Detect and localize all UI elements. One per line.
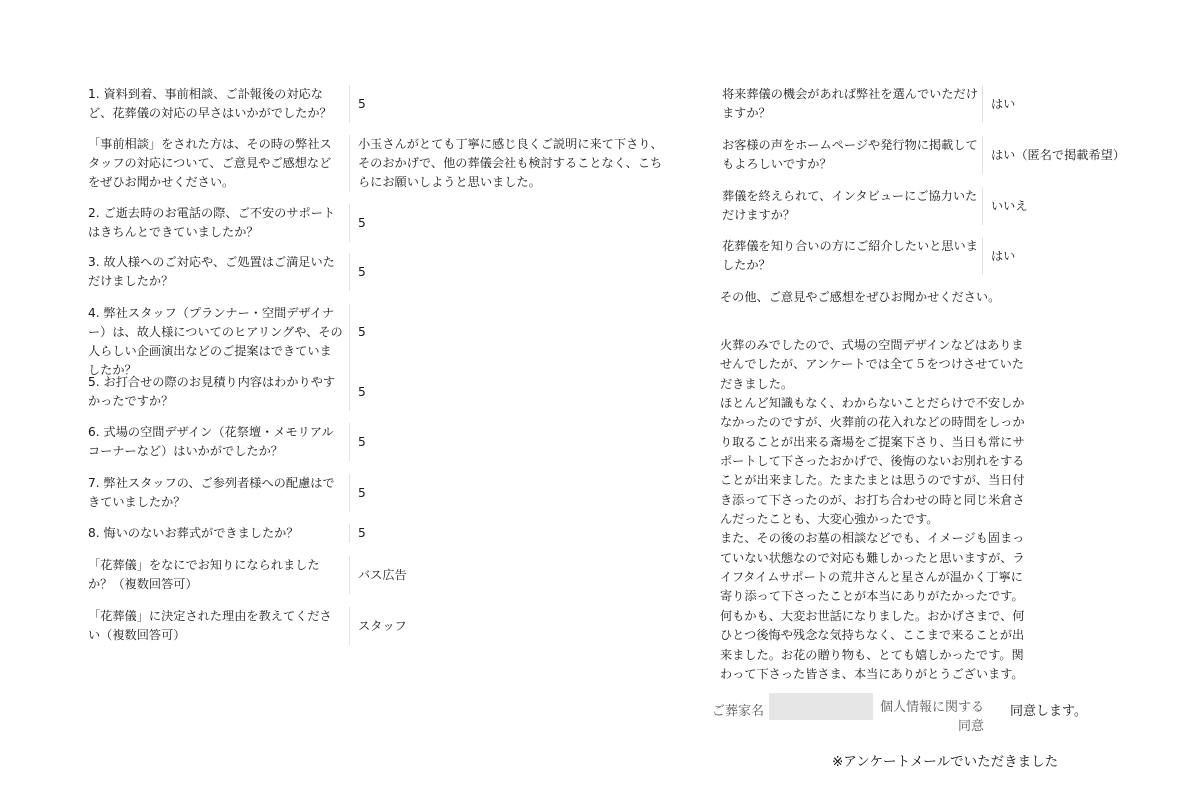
survey-row	[78, 607, 668, 645]
family-name-label: ご葬家名	[712, 704, 765, 719]
answer-text: 5	[358, 325, 366, 339]
survey-row	[710, 136, 1150, 174]
survey-row	[78, 253, 668, 291]
source-note: ※アンケートメールでいただきました	[832, 754, 1059, 770]
question-text: 3. 故人様へのご対応や、ご処置はご満足いただけましたか？	[78, 253, 350, 291]
question-text: 将来葬儀の機会があれば弊社を選んでいただけますか？	[710, 85, 983, 123]
survey-row	[78, 423, 668, 461]
survey-row	[710, 85, 1150, 123]
survey-row	[78, 304, 668, 380]
privacy-consent-label: 個人情報に関する同意	[879, 700, 984, 734]
survey-row	[710, 237, 1150, 275]
answer-text: 5	[358, 526, 366, 540]
answer-text: 5	[358, 265, 366, 279]
question-text: お客様の声をホームページや発行物に掲載してもよろしいですか？	[710, 136, 983, 174]
question-text: 7. 弊社スタッフの、ご参列者様への配慮はできていましたか？	[78, 474, 350, 512]
survey-row	[78, 204, 668, 242]
family-name-redacted-box	[769, 693, 873, 720]
answer-text: スタッフ	[358, 619, 407, 633]
answer-text: バス広告	[358, 568, 407, 582]
survey-row	[78, 474, 668, 512]
survey-row	[78, 556, 668, 594]
answer-text: はい（匿名で掲載希望）	[991, 148, 1126, 162]
question-text: 2. ご逝去時のお電話の際、ご不安のサポートはきちんとできていましたか？	[78, 204, 350, 242]
privacy-consent-value: 同意します。	[1010, 704, 1087, 719]
answer-text: 5	[358, 216, 366, 230]
survey-row	[78, 524, 668, 543]
question-text: 「花葬儀」をなにでお知りになられましたか？（複数回答可）	[78, 556, 350, 594]
question-text: 葬儀を終えられて、インタビューにご協力いただけますか？	[710, 187, 983, 225]
answer-text: 5	[358, 385, 366, 399]
survey-row	[78, 373, 668, 411]
question-text: 4. 弊社スタッフ（プランナー・空間デザイナー）は、故人様についてのヒアリングや、その人らしい企画演出などのご提案はできていましたか？	[78, 304, 350, 380]
question-text: 花葬儀を知り合いの方にご紹介したいと思いましたか？	[710, 237, 983, 275]
other-comments-label: その他、ご意見やご感想をぜひお聞かせください。	[720, 290, 1001, 304]
question-text: 「花葬儀」に決定された理由を教えてください（複数回答可）	[78, 607, 350, 645]
survey-row	[710, 187, 1150, 225]
answer-text: はい	[991, 97, 1016, 111]
answer-text: いいえ	[991, 199, 1028, 213]
question-text: 8. 悔いのないお葬式ができましたか？	[78, 524, 350, 543]
survey-row	[78, 85, 668, 123]
question-text: 「事前相談」をされた方は、その時の弊社スタッフの対応について、ご意見やご感想などをぜひお聞かせください。	[78, 135, 350, 192]
answer-text: 小玉さんがとても丁寧に感じ良くご説明に来て下さり、そのおかげで、他の葬儀会社も検討することなく、こちらにお願いしようと思いました。	[358, 137, 663, 189]
survey-row	[78, 135, 668, 192]
answer-text: 5	[358, 486, 366, 500]
question-text: 6. 式場の空間デザイン（花祭壇・メモリアルコーナーなど）はいかがでしたか？	[78, 423, 350, 461]
question-text: 1. 資料到着、事前相談、ご訃報後の対応など、花葬儀の対応の早さはいかがでしたか？	[78, 85, 350, 123]
answer-text: 5	[358, 97, 366, 111]
free-comment-text: 火葬のみでしたので、式場の空間デザインなどはありませんでしたが、アンケートでは全て５をつけさせていただきました。 ほとんど知識もなく、わからないことだらけで不安しかなかったのですが、火葬前の花入れなどの時間をしっかり取ることが出来る斎場をご提案下さり、当日も常にサポートして下さったおかげで、後悔のないお別れをすることが出来ました。たまたまとは思うのですが、当日付き添って下さったのが、お打ち合わせの時と同じ米倉さんだったことも、大変心強かったです。 また、その後のお墓の相談などでも、イメージも固まっていない状態なので対応も難しかったと思いますが、ライフタイムサポートの荒井さんと星さんが温かく丁寧に寄り添って下さったことが本当にありがたかったです。 何もかも、大変お世話になりました。おかげさまで、何ひとつ後悔や残念な気持ちなく、ここまで来ることが出来ました。お花の贈り物も、とても嬉しかったです。関わって下さった皆さま、本当にありがとうございます。	[720, 338, 1025, 681]
question-text: 5. お打合せの際のお見積り内容はわかりやすかったですか？	[78, 373, 350, 411]
answer-text: はい	[991, 249, 1016, 263]
answer-text: 5	[358, 435, 366, 449]
